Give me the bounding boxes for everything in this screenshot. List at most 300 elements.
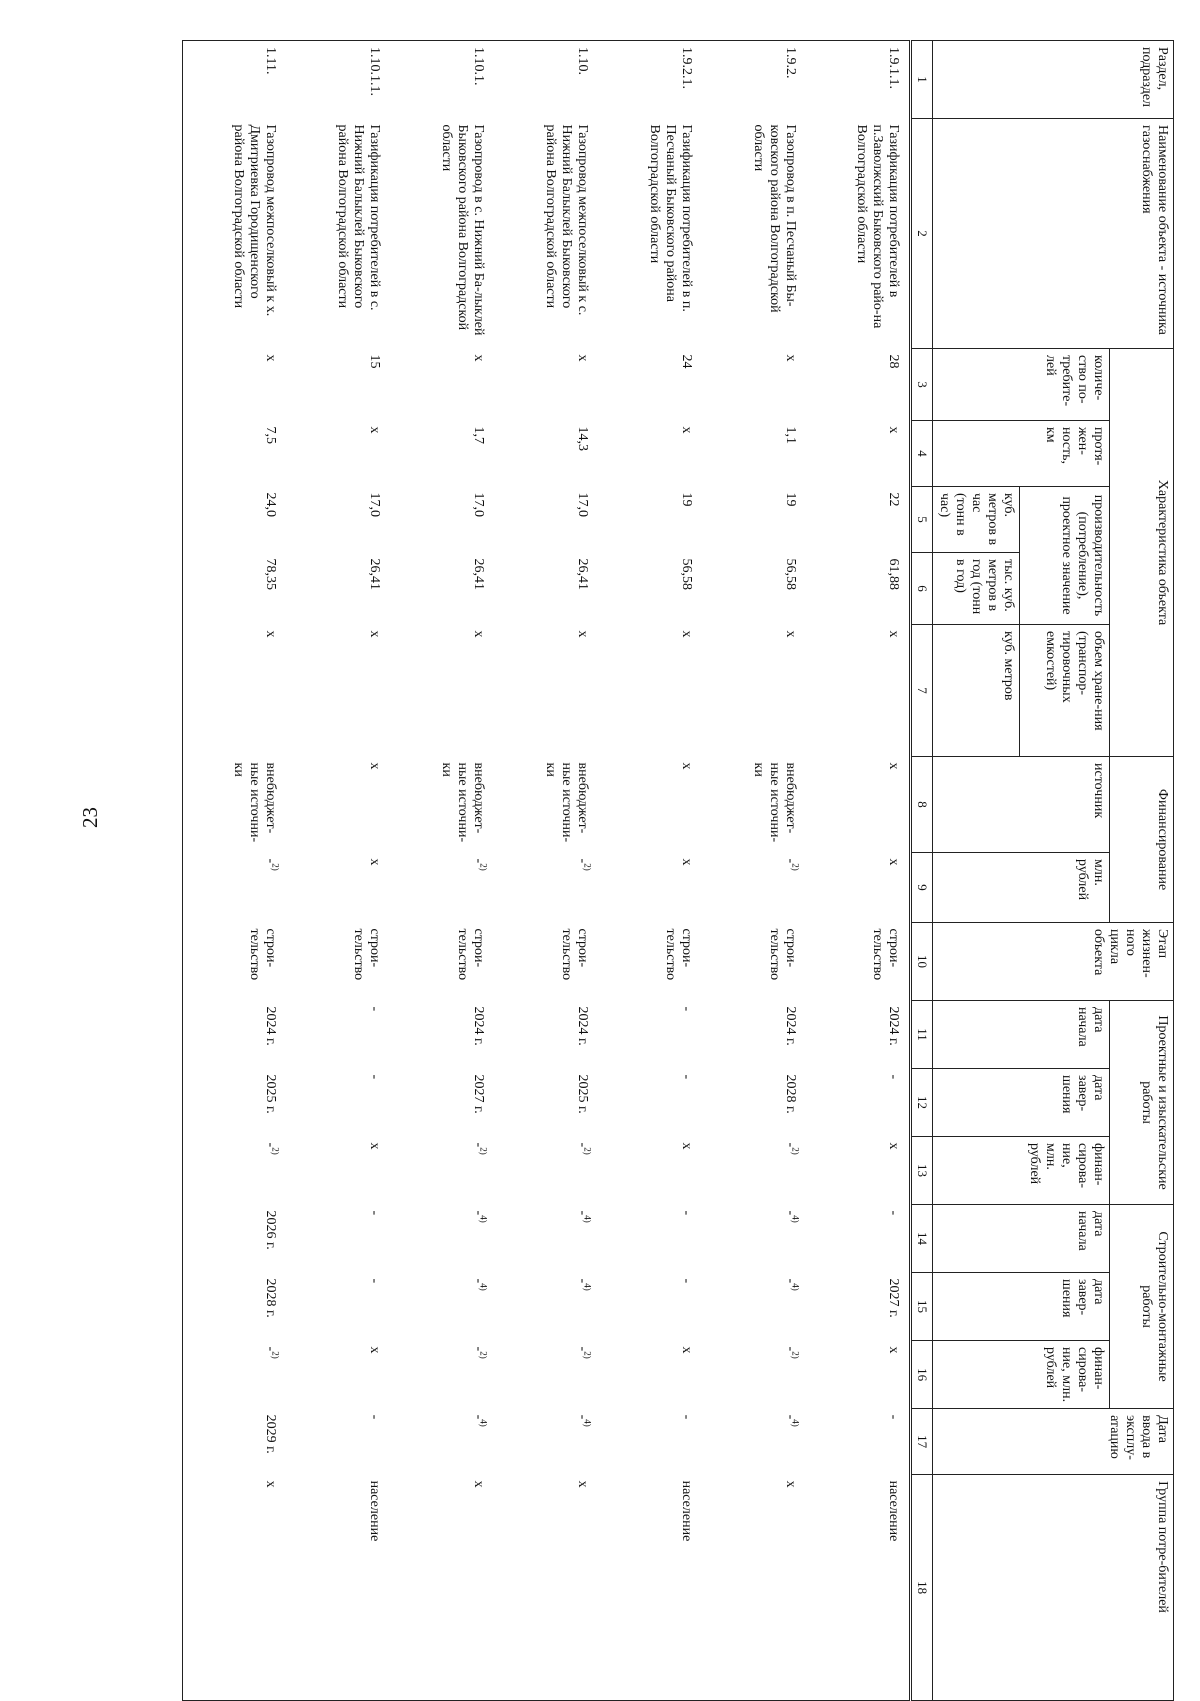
consumers-count-value: х — [471, 354, 487, 362]
consumer-group-cell — [287, 1475, 391, 1701]
financing-source-cell — [183, 757, 287, 853]
commissioning-date-cell — [183, 1409, 287, 1475]
financing-source-cell — [807, 757, 911, 853]
commissioning-date-value: - — [575, 1414, 591, 1420]
table-row — [495, 41, 599, 1701]
column-number: 2 — [911, 119, 933, 349]
length-cell — [703, 421, 807, 487]
capacity-hour-value: 19 — [679, 492, 695, 507]
construction-end-cell — [287, 1273, 391, 1341]
lifecycle-stage-cell — [391, 923, 495, 1001]
capacity-year-value: 26,41 — [471, 558, 487, 590]
storage-value: х — [367, 630, 383, 638]
capacity-hour-cell — [391, 487, 495, 553]
header-capacity: производительность (потребление), проектное значение — [1020, 487, 1110, 625]
capacity-year-value: 26,41 — [575, 558, 591, 590]
design-financing-cell — [495, 1137, 599, 1205]
design-financing-value: х — [367, 1142, 383, 1150]
construction-start-cell — [703, 1205, 807, 1273]
design-start-cell — [807, 1001, 911, 1069]
financing-source-value: х — [367, 762, 383, 770]
consumer-group-value: х — [575, 1480, 591, 1488]
financing-amount-value: - — [471, 858, 487, 864]
design-start-value: 2024 г. — [783, 1006, 799, 1046]
consumers-count-cell — [703, 349, 807, 421]
length-value: х — [679, 426, 695, 434]
column-number: 5 — [911, 487, 933, 553]
financing-source-cell — [287, 757, 391, 853]
consumer-group-value: население — [679, 1480, 695, 1542]
construction-start-cell — [391, 1205, 495, 1273]
commissioning-date-value: - — [471, 1414, 487, 1420]
section-cell — [807, 41, 911, 119]
financing-amount-cell — [391, 853, 495, 923]
object-name-cell — [807, 119, 911, 349]
construction-financing-cell — [287, 1341, 391, 1409]
construction-end-cell — [807, 1273, 911, 1341]
storage-cell — [287, 625, 391, 757]
lifecycle-stage-cell — [495, 923, 599, 1001]
column-number: 7 — [911, 625, 933, 757]
header-source: источник — [933, 757, 1110, 853]
footnote-marker: 2) — [791, 863, 802, 871]
design-start-value: 2024 г. — [575, 1006, 591, 1046]
financing-amount-value: - — [575, 858, 591, 864]
object-name-cell — [495, 119, 599, 349]
financing-source-value: внебюджет-ные источни-ки — [751, 762, 799, 843]
design-end-value: 2028 г. — [783, 1074, 799, 1114]
consumer-group-value: х — [471, 1480, 487, 1488]
column-number: 17 — [911, 1409, 933, 1475]
construction-financing-cell — [391, 1341, 495, 1409]
construction-end-value: - — [783, 1278, 799, 1284]
section-cell — [703, 41, 807, 119]
footnote-marker: 2) — [479, 863, 490, 871]
construction-start-cell — [287, 1205, 391, 1273]
design-financing-cell — [287, 1137, 391, 1205]
construction-start-cell — [495, 1205, 599, 1273]
lifecycle-stage-cell — [807, 923, 911, 1001]
capacity-year-cell — [183, 553, 287, 625]
length-value: 14,3 — [575, 426, 591, 451]
consumers-count-value: х — [263, 354, 279, 362]
design-start-cell — [183, 1001, 287, 1069]
construction-financing-value: - — [575, 1346, 591, 1352]
header-consumer-group: Группа потре-бителей — [933, 1475, 1174, 1701]
design-end-cell — [807, 1069, 911, 1137]
commissioning-date-cell — [807, 1409, 911, 1475]
column-number: 14 — [911, 1205, 933, 1273]
consumers-count-cell — [807, 349, 911, 421]
header-capacity-year: тыс. куб. метров в год (тонн в год) — [933, 553, 1020, 625]
design-financing-cell — [391, 1137, 495, 1205]
column-number: 15 — [911, 1273, 933, 1341]
footnote-marker: 4) — [791, 1283, 802, 1291]
construction-end-cell — [391, 1273, 495, 1341]
construction-financing-value: х — [886, 1346, 901, 1354]
construction-financing-cell — [599, 1341, 703, 1409]
financing-source-value: внебюджет-ные источни-ки — [543, 762, 591, 843]
construction-financing-value: - — [263, 1346, 279, 1352]
construction-start-value: 2026 г. — [263, 1210, 279, 1250]
object-name-cell — [183, 119, 287, 349]
section-cell — [599, 41, 703, 119]
design-end-cell — [183, 1069, 287, 1137]
financing-amount-cell — [599, 853, 703, 923]
header-design-financing: финан-сирова-ние, млн. рублей — [933, 1137, 1110, 1205]
length-cell — [599, 421, 703, 487]
footnote-marker: 2) — [271, 863, 282, 871]
length-value: 7,5 — [263, 426, 279, 444]
design-end-value: 2025 г. — [263, 1074, 279, 1114]
construction-financing-value: - — [471, 1346, 487, 1352]
design-start-cell — [703, 1001, 807, 1069]
column-number: 18 — [911, 1475, 933, 1701]
length-cell — [391, 421, 495, 487]
design-start-value: 2024 г. — [471, 1006, 487, 1046]
construction-end-value: - — [471, 1278, 487, 1284]
consumers-count-cell — [287, 349, 391, 421]
financing-source-value: х — [679, 762, 695, 770]
header-storage: объем хране-ния (транспор-тировочных емкостей) — [1020, 625, 1110, 757]
commissioning-date-cell — [599, 1409, 703, 1475]
construction-end-cell — [599, 1273, 703, 1341]
section-cell — [183, 41, 287, 119]
financing-source-value: внебюджет-ные источни-ки — [231, 762, 279, 843]
lifecycle-stage-value: строи-тельство — [559, 928, 591, 981]
capacity-year-value: 56,58 — [679, 558, 695, 590]
capacity-hour-value: 17,0 — [471, 492, 487, 517]
rotated-sheet — [174, 40, 1174, 1696]
capacity-hour-cell — [183, 487, 287, 553]
capacity-hour-cell — [703, 487, 807, 553]
lifecycle-stage-value: строи-тельство — [663, 928, 695, 981]
footnote-marker: 2) — [271, 1351, 282, 1359]
design-financing-cell — [599, 1137, 703, 1205]
header-capacity-hour: куб. метров в час (тонн в час) — [933, 487, 1020, 553]
consumer-group-value: х — [783, 1480, 799, 1488]
consumer-group-cell — [703, 1475, 807, 1701]
consumer-group-value: население — [367, 1480, 383, 1542]
object-name-value: Газификация потребителей в п.Заволжский Быковского райо-на Волгоградской области — [854, 124, 901, 329]
consumers-count-value: 15 — [367, 354, 383, 369]
section-cell — [495, 41, 599, 119]
object-name-value: Газопровод в п. Песчаный Бы-ковского района Волгоградской области — [751, 124, 799, 313]
length-value: х — [886, 426, 901, 434]
construction-financing-value: - — [783, 1346, 799, 1352]
financing-amount-value: х — [367, 858, 383, 866]
lifecycle-stage-cell — [599, 923, 703, 1001]
consumer-group-cell — [599, 1475, 703, 1701]
footnote-marker: 2) — [479, 1147, 490, 1155]
footnote-marker: 2) — [583, 1351, 594, 1359]
column-number: 12 — [911, 1069, 933, 1137]
column-number: 13 — [911, 1137, 933, 1205]
footnote-marker: 4) — [583, 1283, 594, 1291]
design-financing-cell — [183, 1137, 287, 1205]
consumers-count-cell — [495, 349, 599, 421]
design-end-value: - — [367, 1074, 383, 1080]
consumer-group-cell — [495, 1475, 599, 1701]
length-cell — [287, 421, 391, 487]
financing-amount-value: - — [783, 858, 799, 864]
design-financing-value: - — [471, 1142, 487, 1148]
column-number: 6 — [911, 553, 933, 625]
section-cell — [287, 41, 391, 119]
financing-amount-value: х — [679, 858, 695, 866]
table-body — [183, 41, 911, 1701]
storage-value: х — [575, 630, 591, 638]
header-characteristic: Характеристика объекта — [1110, 349, 1174, 757]
design-start-cell — [287, 1001, 391, 1069]
financing-source-value: внебюджет-ные источни-ки — [439, 762, 487, 843]
design-financing-cell — [703, 1137, 807, 1205]
design-end-value: - — [679, 1074, 695, 1080]
header-name: Наименование объекта - источника газоснабжения — [933, 119, 1174, 349]
consumer-group-cell — [807, 1475, 911, 1701]
table-row — [287, 41, 391, 1701]
object-name-value: Газификация потребителей в с. Нижний Балыклей Быковского района Волгоградской области — [335, 124, 383, 311]
length-value: 1,7 — [471, 426, 487, 444]
lifecycle-stage-value: строи-тельство — [455, 928, 487, 981]
consumers-count-cell — [391, 349, 495, 421]
capacity-hour-value: 17,0 — [575, 492, 591, 517]
consumers-count-value: 24 — [679, 354, 695, 369]
footnote-marker: 2) — [791, 1351, 802, 1359]
lifecycle-stage-cell — [287, 923, 391, 1001]
financing-source-cell — [703, 757, 807, 853]
financing-amount-cell — [495, 853, 599, 923]
lifecycle-stage-cell — [183, 923, 287, 1001]
design-end-value: 2025 г. — [575, 1074, 591, 1114]
storage-value: х — [263, 630, 279, 638]
footnote-marker: 4) — [791, 1215, 802, 1223]
storage-cell — [183, 625, 287, 757]
consumers-count-value: х — [575, 354, 591, 362]
header-construction-end: дата завер-шения — [933, 1273, 1110, 1341]
table-row — [599, 41, 703, 1701]
financing-source-cell — [391, 757, 495, 853]
design-start-cell — [391, 1001, 495, 1069]
capacity-year-cell — [391, 553, 495, 625]
construction-financing-cell — [495, 1341, 599, 1409]
footnote-marker: 4) — [583, 1419, 594, 1427]
capacity-hour-cell — [287, 487, 391, 553]
storage-value: х — [471, 630, 487, 638]
construction-start-cell — [807, 1205, 911, 1273]
length-cell — [183, 421, 287, 487]
column-number: 16 — [911, 1341, 933, 1409]
commissioning-date-cell — [287, 1409, 391, 1475]
header-length: протя-жен-ность, км — [933, 421, 1110, 487]
table-row — [391, 41, 495, 1701]
financing-source-value: х — [886, 762, 901, 770]
storage-cell — [599, 625, 703, 757]
length-value: х — [367, 426, 383, 434]
design-financing-value: х — [886, 1142, 901, 1150]
storage-value: х — [783, 630, 799, 638]
consumer-group-cell — [391, 1475, 495, 1701]
design-start-value: 2024 г. — [886, 1006, 901, 1046]
footnote-marker: 2) — [583, 863, 594, 871]
commissioning-date-value: - — [679, 1414, 695, 1420]
construction-start-value: - — [886, 1210, 901, 1216]
construction-end-value: 2028 г. — [263, 1278, 279, 1318]
financing-amount-value: х — [886, 858, 901, 866]
column-number: 9 — [911, 853, 933, 923]
object-name-cell — [287, 119, 391, 349]
page-number: 23 — [78, 807, 102, 828]
consumer-group-value: население — [886, 1480, 901, 1542]
capacity-year-value: 56,58 — [783, 558, 799, 590]
capacity-year-value: 26,41 — [367, 558, 383, 590]
capacity-hour-cell — [807, 487, 911, 553]
object-name-value: Газопровод межпоселковый к с. Нижний Балыклей Быковского района Волгоградской области — [543, 124, 591, 316]
section-value: 1.11. — [263, 47, 279, 75]
construction-start-value: - — [575, 1210, 591, 1216]
design-end-cell — [599, 1069, 703, 1137]
header-lifecycle: Этап жизнен-ного цикла объекта — [933, 923, 1174, 1001]
header-consumers-count: количе-ство по-требите-лей — [933, 349, 1110, 421]
financing-source-cell — [599, 757, 703, 853]
capacity-year-cell — [703, 553, 807, 625]
header-storage-unit: куб. метров — [933, 625, 1020, 757]
column-number: 4 — [911, 421, 933, 487]
design-start-cell — [495, 1001, 599, 1069]
footnote-marker: 4) — [479, 1419, 490, 1427]
financing-amount-cell — [703, 853, 807, 923]
design-financing-cell — [807, 1137, 911, 1205]
construction-end-cell — [703, 1273, 807, 1341]
section-value: 1.10.1. — [471, 47, 487, 86]
section-value: 1.10. — [575, 47, 591, 75]
financing-amount-cell — [183, 853, 287, 923]
construction-financing-value: х — [367, 1346, 383, 1354]
footnote-marker: 4) — [479, 1215, 490, 1223]
financing-amount-value: - — [263, 858, 279, 864]
capacity-hour-cell — [599, 487, 703, 553]
design-end-cell — [287, 1069, 391, 1137]
design-financing-value: - — [263, 1142, 279, 1148]
storage-cell — [703, 625, 807, 757]
footnote-marker: 4) — [791, 1419, 802, 1427]
header-design-works: Проектные и изыскательские работы — [1110, 1001, 1174, 1205]
header-mln-rubles: млн. рублей — [933, 853, 1110, 923]
footnote-marker: 2) — [479, 1351, 490, 1359]
gas-supply-table — [182, 40, 1174, 1701]
capacity-year-cell — [287, 553, 391, 625]
header-section: Раздел, подраздел — [933, 41, 1174, 119]
design-financing-value: - — [575, 1142, 591, 1148]
section-value: 1.10.1.1. — [367, 47, 383, 96]
storage-cell — [391, 625, 495, 757]
design-end-value: 2027 г. — [471, 1074, 487, 1114]
financing-amount-cell — [287, 853, 391, 923]
table-row — [807, 41, 911, 1701]
header-construction-financing: финан-сирова-ние, млн. рублей — [933, 1341, 1110, 1409]
column-number: 10 — [911, 923, 933, 1001]
length-cell — [495, 421, 599, 487]
header-design-start: дата начала — [933, 1001, 1110, 1069]
construction-end-value: - — [367, 1278, 383, 1284]
storage-cell — [807, 625, 911, 757]
header-construction-start: дата начала — [933, 1205, 1110, 1273]
construction-start-cell — [599, 1205, 703, 1273]
construction-financing-cell — [183, 1341, 287, 1409]
object-name-cell — [599, 119, 703, 349]
footnote-marker: 2) — [791, 1147, 802, 1155]
column-number: 8 — [911, 757, 933, 853]
lifecycle-stage-value: строи-тельство — [351, 928, 383, 981]
design-end-cell — [391, 1069, 495, 1137]
length-cell — [807, 421, 911, 487]
consumer-group-value: х — [263, 1480, 279, 1488]
capacity-year-value: 61,88 — [886, 558, 901, 590]
lifecycle-stage-cell — [703, 923, 807, 1001]
design-start-value: 2024 г. — [263, 1006, 279, 1046]
construction-financing-value: х — [679, 1346, 695, 1354]
construction-start-value: - — [679, 1210, 695, 1216]
footnote-marker: 2) — [583, 1147, 594, 1155]
consumers-count-value: х — [783, 354, 799, 362]
object-name-value: Газопровод межпоселковый к х. Дмитриевка Городищенского района Волгоградской области — [231, 124, 279, 317]
commissioning-date-cell — [495, 1409, 599, 1475]
section-value: 1.9.2. — [783, 47, 799, 79]
object-name-cell — [391, 119, 495, 349]
capacity-hour-value: 22 — [886, 492, 901, 507]
capacity-hour-value: 19 — [783, 492, 799, 507]
capacity-hour-value: 24,0 — [263, 492, 279, 517]
header-financing: Финансирование — [1110, 757, 1174, 923]
lifecycle-stage-value: строи-тельство — [870, 928, 901, 981]
column-number: 3 — [911, 349, 933, 421]
financing-source-cell — [495, 757, 599, 853]
capacity-hour-value: 17,0 — [367, 492, 383, 517]
header-construction-works: Строительно-монтажные работы — [1110, 1205, 1174, 1409]
capacity-year-cell — [807, 553, 911, 625]
table-row — [183, 41, 287, 1701]
design-end-cell — [703, 1069, 807, 1137]
construction-financing-cell — [807, 1341, 911, 1409]
consumer-group-cell — [183, 1475, 287, 1701]
section-value: 1.9.2.1. — [679, 47, 695, 89]
design-financing-value: х — [679, 1142, 695, 1150]
commissioning-date-value: - — [783, 1414, 799, 1420]
section-value: 1.9.1.1. — [886, 47, 901, 89]
header-design-end: дата завер-шения — [933, 1069, 1110, 1137]
length-value: 1,1 — [783, 426, 799, 444]
construction-start-value: - — [783, 1210, 799, 1216]
construction-end-cell — [183, 1273, 287, 1341]
financing-amount-cell — [807, 853, 911, 923]
design-start-cell — [599, 1001, 703, 1069]
construction-start-value: - — [367, 1210, 383, 1216]
construction-end-cell — [495, 1273, 599, 1341]
consumers-count-value: 28 — [886, 354, 901, 369]
capacity-year-value: 78,35 — [263, 558, 279, 590]
design-start-value: - — [367, 1006, 383, 1012]
construction-end-value: - — [575, 1278, 591, 1284]
storage-cell — [495, 625, 599, 757]
footnote-marker: 2) — [271, 1147, 282, 1155]
construction-start-cell — [183, 1205, 287, 1273]
storage-value: х — [886, 630, 901, 638]
commissioning-date-value: - — [886, 1414, 901, 1420]
footnote-marker: 4) — [583, 1215, 594, 1223]
commissioning-date-cell — [391, 1409, 495, 1475]
construction-financing-cell — [703, 1341, 807, 1409]
lifecycle-stage-value: строи-тельство — [767, 928, 799, 981]
